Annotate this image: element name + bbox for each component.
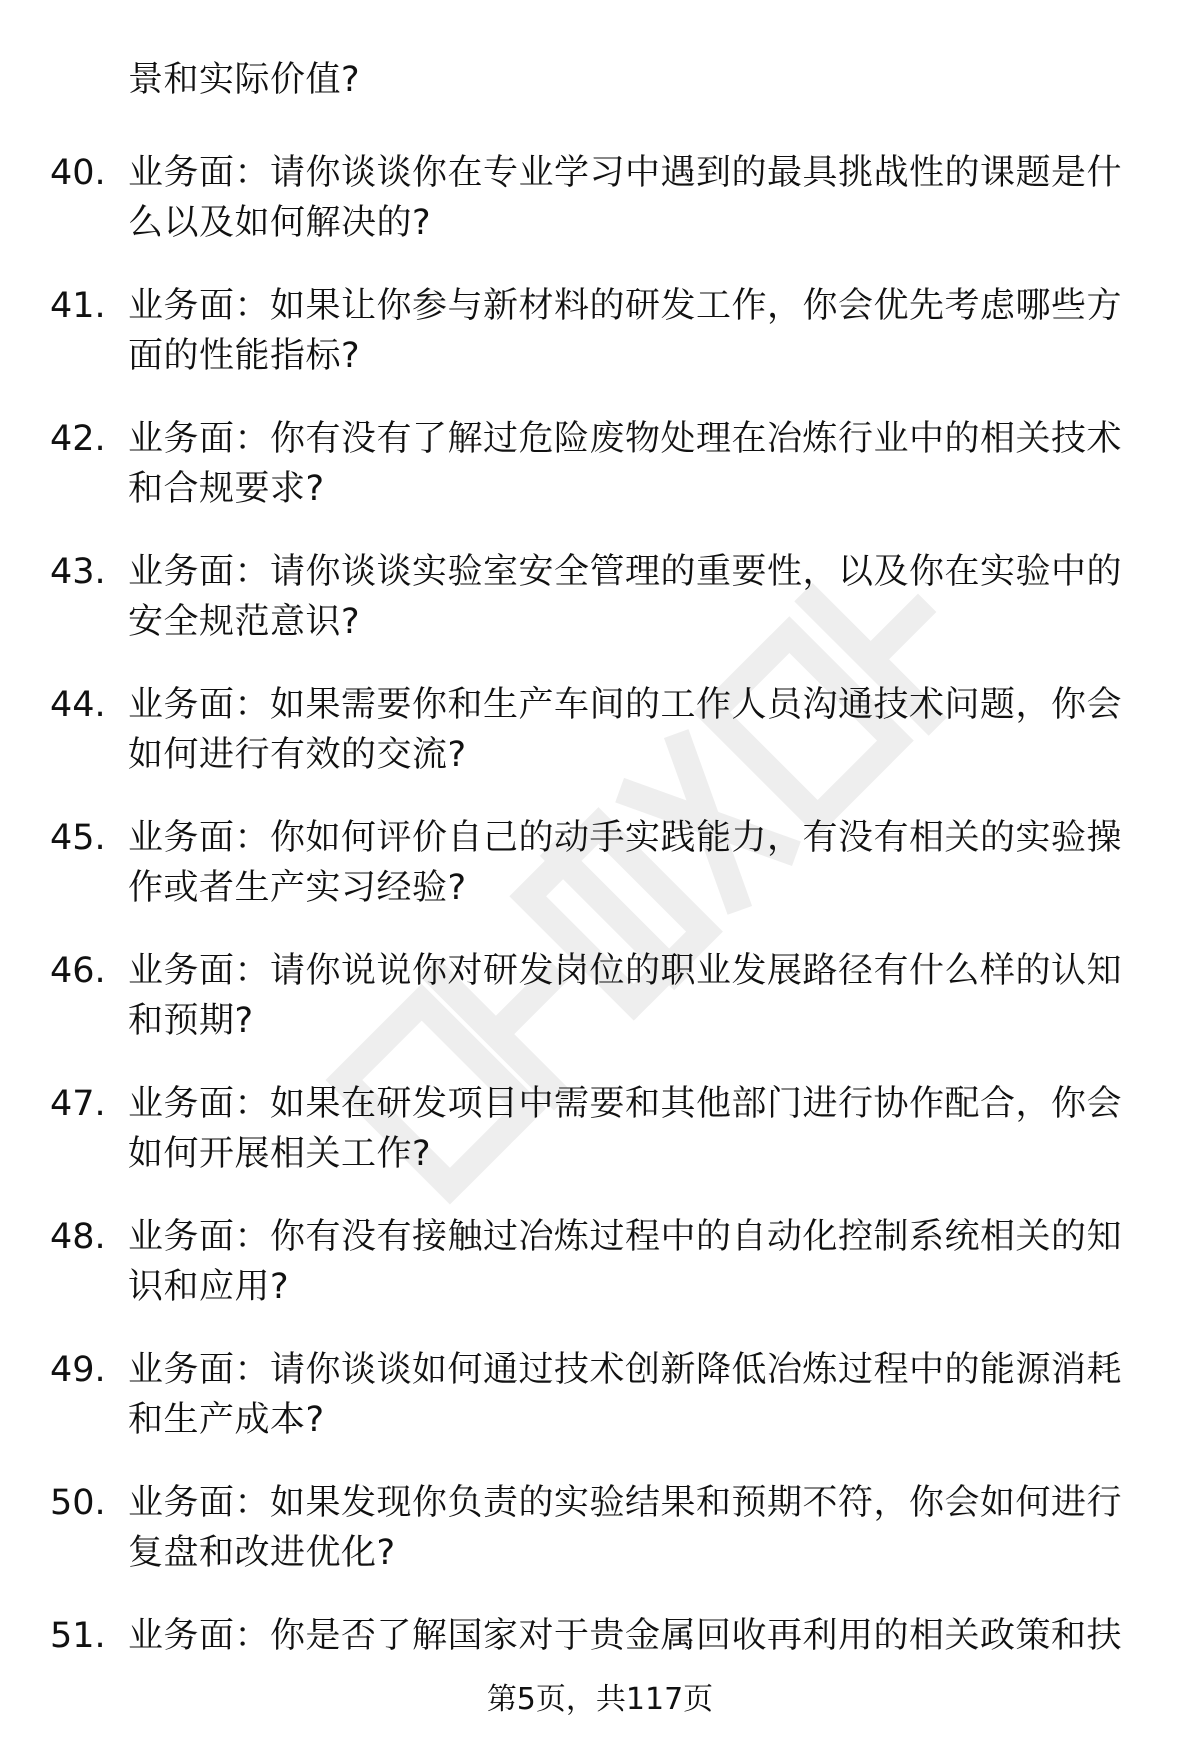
page-number-label: 第5页，共117页 xyxy=(486,1682,714,1717)
question-item xyxy=(0,1345,1200,1478)
question-number: 45. xyxy=(50,818,106,858)
question-text: 业务面：你有没有接触过冶炼过程中的自动化控制系统相关的知识和应用? xyxy=(128,1217,1123,1307)
page-footer xyxy=(0,1680,1200,1720)
question-text: 业务面：如果需要你和生产车间的工作人员沟通技术问题，你会如何进行有效的交流? xyxy=(128,685,1123,775)
question-text: 业务面：请你谈谈你在专业学习中遇到的最具挑战性的课题是什么以及如何解决的? xyxy=(128,153,1123,243)
question-item xyxy=(0,1611,1200,1744)
question-item xyxy=(0,680,1200,813)
question-text: 业务面：如果在研发项目中需要和其他部门进行协作配合，你会如何开展相关工作? xyxy=(128,1084,1123,1174)
question-number: 49. xyxy=(50,1350,106,1390)
question-text: 业务面：你有没有了解过危险废物处理在冶炼行业中的相关技术和合规要求? xyxy=(128,419,1123,509)
question-text: 业务面：请你谈谈如何通过技术创新降低冶炼过程中的能源消耗和生产成本? xyxy=(128,1350,1123,1440)
question-item xyxy=(0,946,1200,1079)
question-number: 41. xyxy=(50,286,106,326)
question-list xyxy=(0,148,1200,1744)
question-number: 48. xyxy=(50,1217,106,1257)
question-text: 业务面：你如何评价自己的动手实践能力，有没有相关的实验操作或者生产实习经验? xyxy=(128,818,1123,908)
question-item xyxy=(0,148,1200,281)
question-item xyxy=(0,414,1200,547)
question-number: 51. xyxy=(50,1616,106,1656)
question-number: 43. xyxy=(50,552,106,592)
question-text: 业务面：你是否了解国家对于贵金属回收再利用的相关政策和扶 xyxy=(128,1616,1123,1656)
question-item xyxy=(0,1478,1200,1611)
question-item xyxy=(0,1079,1200,1212)
question-number: 44. xyxy=(50,685,106,725)
question-text: 业务面：如果发现你负责的实验结果和预期不符，你会如何进行复盘和改进优化? xyxy=(128,1483,1123,1573)
question-number: 46. xyxy=(50,951,106,991)
question-item xyxy=(0,281,1200,414)
question-number: 42. xyxy=(50,419,106,459)
question-number: 50. xyxy=(50,1483,106,1523)
question-text: 业务面：如果让你参与新材料的研发工作，你会优先考虑哪些方面的性能指标? xyxy=(128,286,1123,376)
question-item xyxy=(0,547,1200,680)
continued-question-text: 景和实际价值? xyxy=(128,60,361,100)
question-number: 40. xyxy=(50,153,106,193)
question-item xyxy=(0,1212,1200,1345)
question-text: 业务面：请你谈谈实验室安全管理的重要性，以及你在实验中的安全规范意识? xyxy=(128,552,1123,642)
question-text: 业务面：请你说说你对研发岗位的职业发展路径有什么样的认知和预期? xyxy=(128,951,1123,1041)
question-item xyxy=(0,813,1200,946)
question-number: 47. xyxy=(50,1084,106,1124)
